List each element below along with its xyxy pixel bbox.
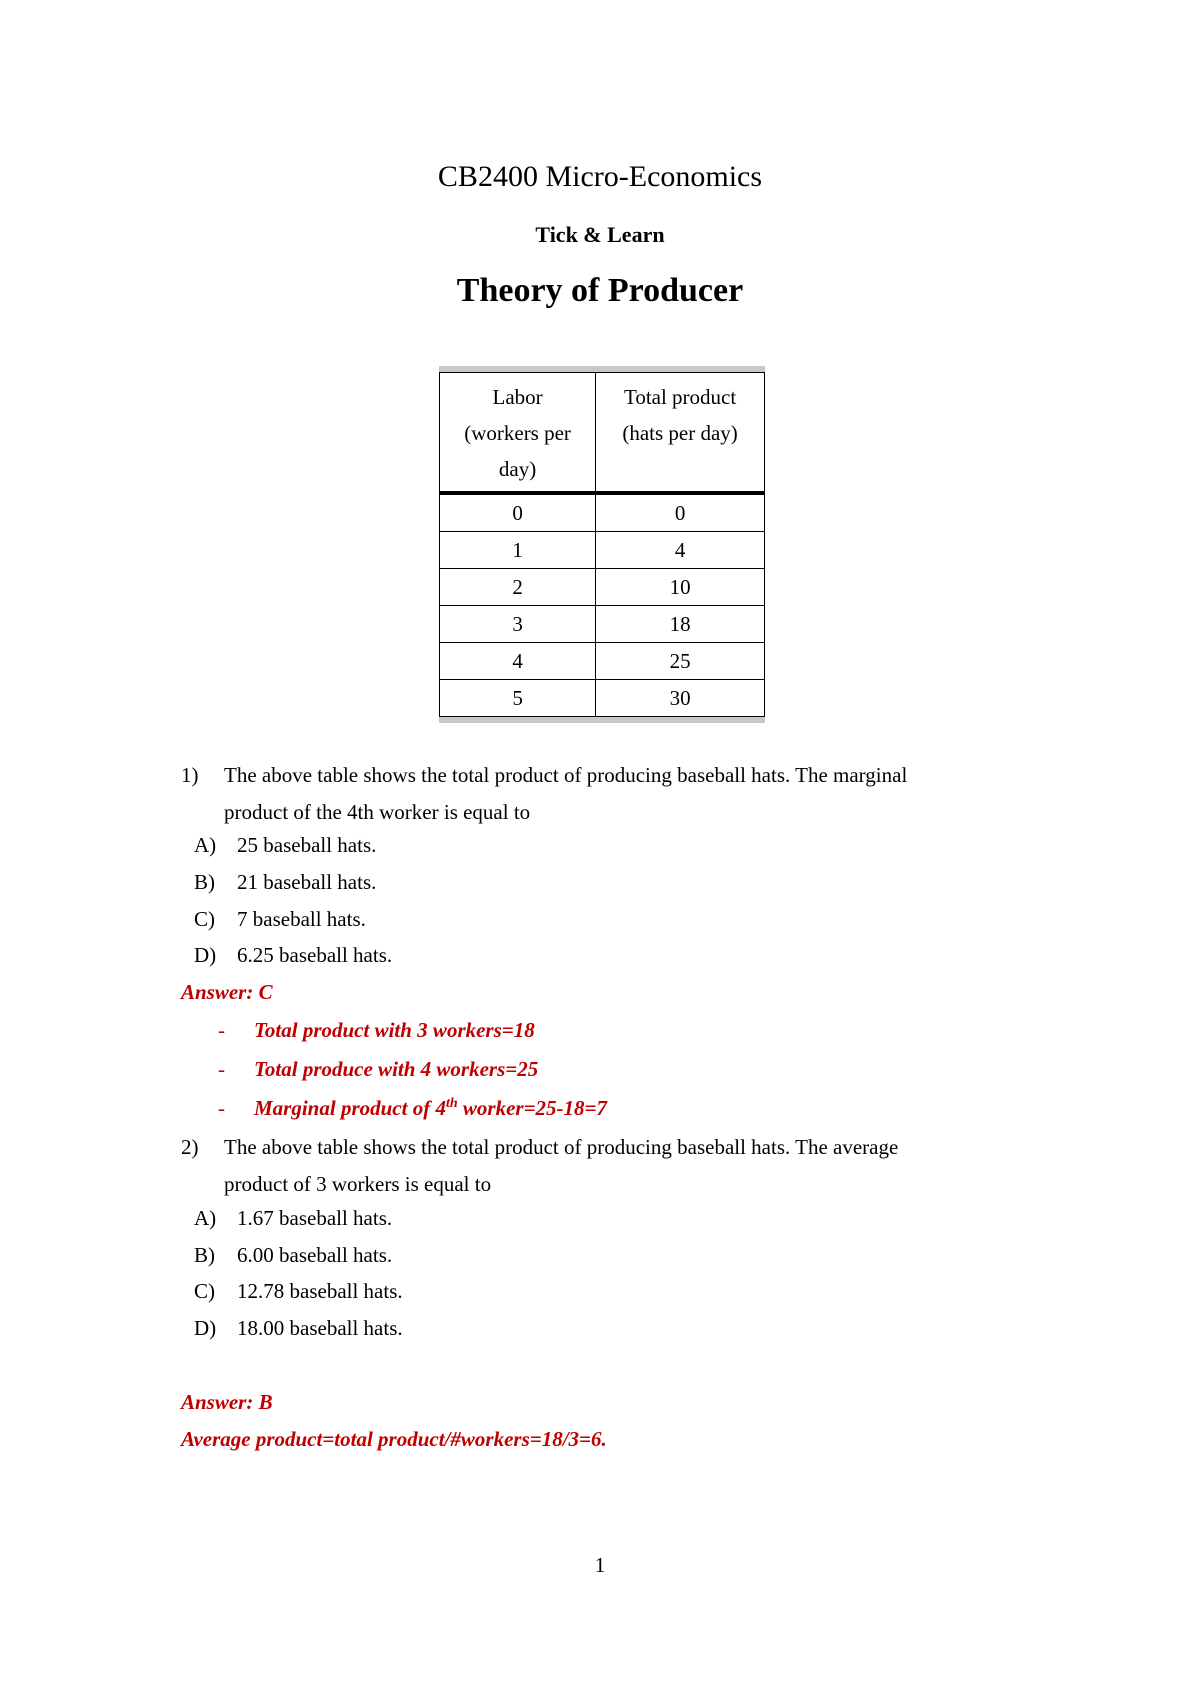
subtitle: Tick & Learn: [535, 222, 665, 247]
cell-total-product: 30: [596, 680, 765, 717]
production-table: [439, 366, 765, 723]
question-number: 2): [181, 1135, 199, 1159]
question-text: The above table shows the total product of producing baseball hats. The marginal product of the 4th worker is equal to: [224, 763, 908, 824]
table-bottom-rule: [439, 717, 765, 723]
cell-labor: 0: [440, 493, 596, 532]
question-number: 1): [181, 763, 199, 787]
q1-explanation-line: Marginal product of 4th worker=25-18=7: [254, 1096, 607, 1120]
q1-explanation-line: Total produce with 4 workers=25: [254, 1057, 539, 1081]
topic-title: Theory of Producer: [456, 272, 744, 309]
course-title: CB2400 Micro-Economics: [437, 160, 763, 193]
table-row: [440, 532, 765, 569]
cell-total-product: 18: [596, 606, 765, 643]
q1-explanation-line: Total product with 3 workers=18: [254, 1018, 535, 1042]
header-total-product: Total product (hats per day): [596, 373, 765, 494]
table-row: [440, 569, 765, 606]
table-row: [440, 643, 765, 680]
cell-labor: 2: [440, 569, 596, 606]
table-row: [440, 680, 765, 717]
cell-total-product: 25: [596, 643, 765, 680]
table-row: [440, 606, 765, 643]
q2-explanation: Average product=total product/#workers=18/3=6.: [181, 1427, 607, 1451]
cell-labor: 5: [440, 680, 596, 717]
cell-labor: 1: [440, 532, 596, 569]
question-1: [181, 757, 1041, 837]
page-number: 1: [594, 1553, 606, 1577]
bullet-marker: -: [218, 1096, 225, 1120]
cell-total-product: 0: [596, 493, 765, 532]
cell-labor: 3: [440, 606, 596, 643]
cell-total-product: 4: [596, 532, 765, 569]
bullet-marker: -: [218, 1057, 225, 1081]
q2-answer: Answer: B: [181, 1390, 273, 1414]
table-row: [440, 493, 765, 532]
header-labor: Labor (workers per day): [440, 373, 596, 494]
cell-labor: 4: [440, 643, 596, 680]
cell-total-product: 10: [596, 569, 765, 606]
question-text: The above table shows the total product of producing baseball hats. The average product of 3 workers is equal to: [224, 1135, 899, 1196]
bullet-marker: -: [218, 1018, 225, 1042]
q1-answer: Answer: C: [181, 980, 273, 1004]
question-2: [181, 1129, 1041, 1209]
